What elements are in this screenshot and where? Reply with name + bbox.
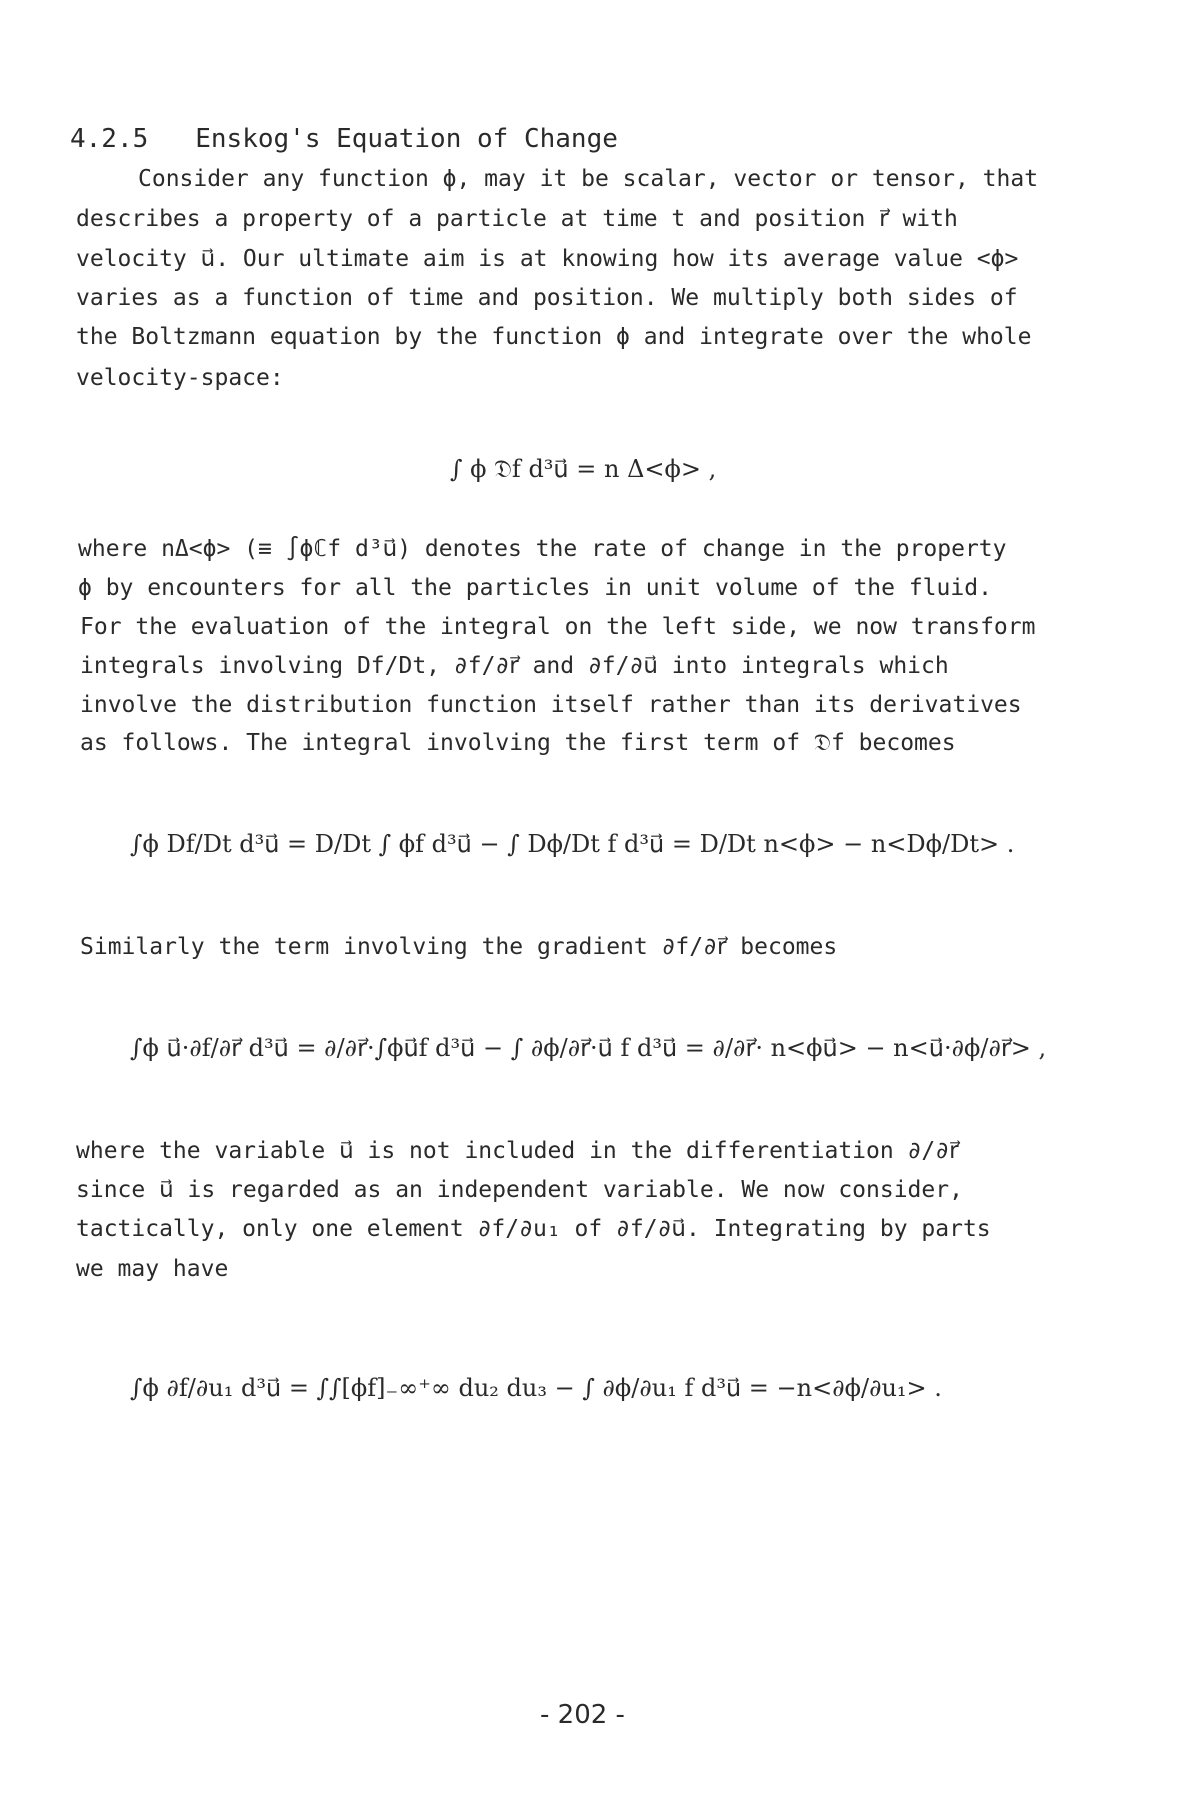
section-title: Enskog's Equation of Change	[195, 124, 618, 154]
equation-boltzmann-moment: ∫ ϕ 𝔇f d³u⃗ = n Δ<ϕ> ,	[450, 455, 717, 483]
equation-time-derivative: ∫ϕ Df/Dt d³u⃗ = D/Dt ∫ ϕf d³u⃗ − ∫ Dϕ/Dt f d³u⃗ = D/Dt n<ϕ> − n<Dϕ/Dt> .	[130, 830, 1015, 858]
equation-gradient-term: ∫ϕ u⃗·∂f/∂r⃗ d³u⃗ = ∂/∂r⃗·∫ϕu⃗f d³u⃗ − ∫ ∂ϕ/∂r⃗·u⃗ f d³u⃗ = ∂/∂r⃗· n<ϕu⃗> − n<u⃗·∂ϕ/∂r⃗> ,	[130, 1034, 1047, 1062]
text-line: Similarly the term involving the gradient ∂f/∂r⃗ becomes	[80, 934, 838, 960]
section-number: 4.2.5	[70, 124, 149, 154]
text-line: varies as a function of time and position. We multiply both sides of	[76, 285, 1018, 311]
text-line: where the variable u⃗ is not included in the differentiation ∂/∂r⃗	[76, 1138, 959, 1164]
text-line: velocity u⃗. Our ultimate aim is at knowing how its average value <ϕ>	[76, 246, 1019, 272]
text-line: the Boltzmann equation by the function ϕ and integrate over the whole	[76, 324, 1032, 350]
text-line: where nΔ<ϕ> (≡ ∫ϕℂf d³u⃗) denotes the rate of change in the property	[78, 536, 1007, 562]
text-line: Consider any function ϕ, may it be scalar, vector or tensor, that	[138, 166, 1039, 192]
equation-integration-by-parts: ∫ϕ ∂f/∂u₁ d³u⃗ = ∫∫[ϕf]₋∞⁺∞ du₂ du₃ − ∫ ∂ϕ/∂u₁ f d³u⃗ = −n<∂ϕ/∂u₁> .	[130, 1374, 942, 1402]
text-line: we may have	[76, 1256, 229, 1282]
text-line: ϕ by encounters for all the particles in unit volume of the fluid.	[78, 575, 992, 601]
text-line: as follows. The integral involving the first term of 𝔇f becomes	[80, 730, 956, 756]
text-line: For the evaluation of the integral on the left side, we now transform	[80, 614, 1036, 640]
text-line: velocity-space:	[76, 365, 284, 391]
text-line: integrals involving Df/Dt, ∂f/∂r⃗ and ∂f/∂u⃗ into integrals which	[80, 653, 949, 679]
text-line: tactically, only one element ∂f/∂u₁ of ∂f/∂u⃗. Integrating by parts	[76, 1216, 991, 1242]
page-number: - 202 -	[540, 1700, 625, 1730]
text-line: since u⃗ is regarded as an independent variable. We now consider,	[76, 1177, 963, 1203]
text-line: describes a property of a particle at time t and position r⃗ with	[76, 206, 958, 232]
text-line: involve the distribution function itself rather than its derivatives	[80, 692, 1022, 718]
section-heading	[70, 124, 618, 154]
